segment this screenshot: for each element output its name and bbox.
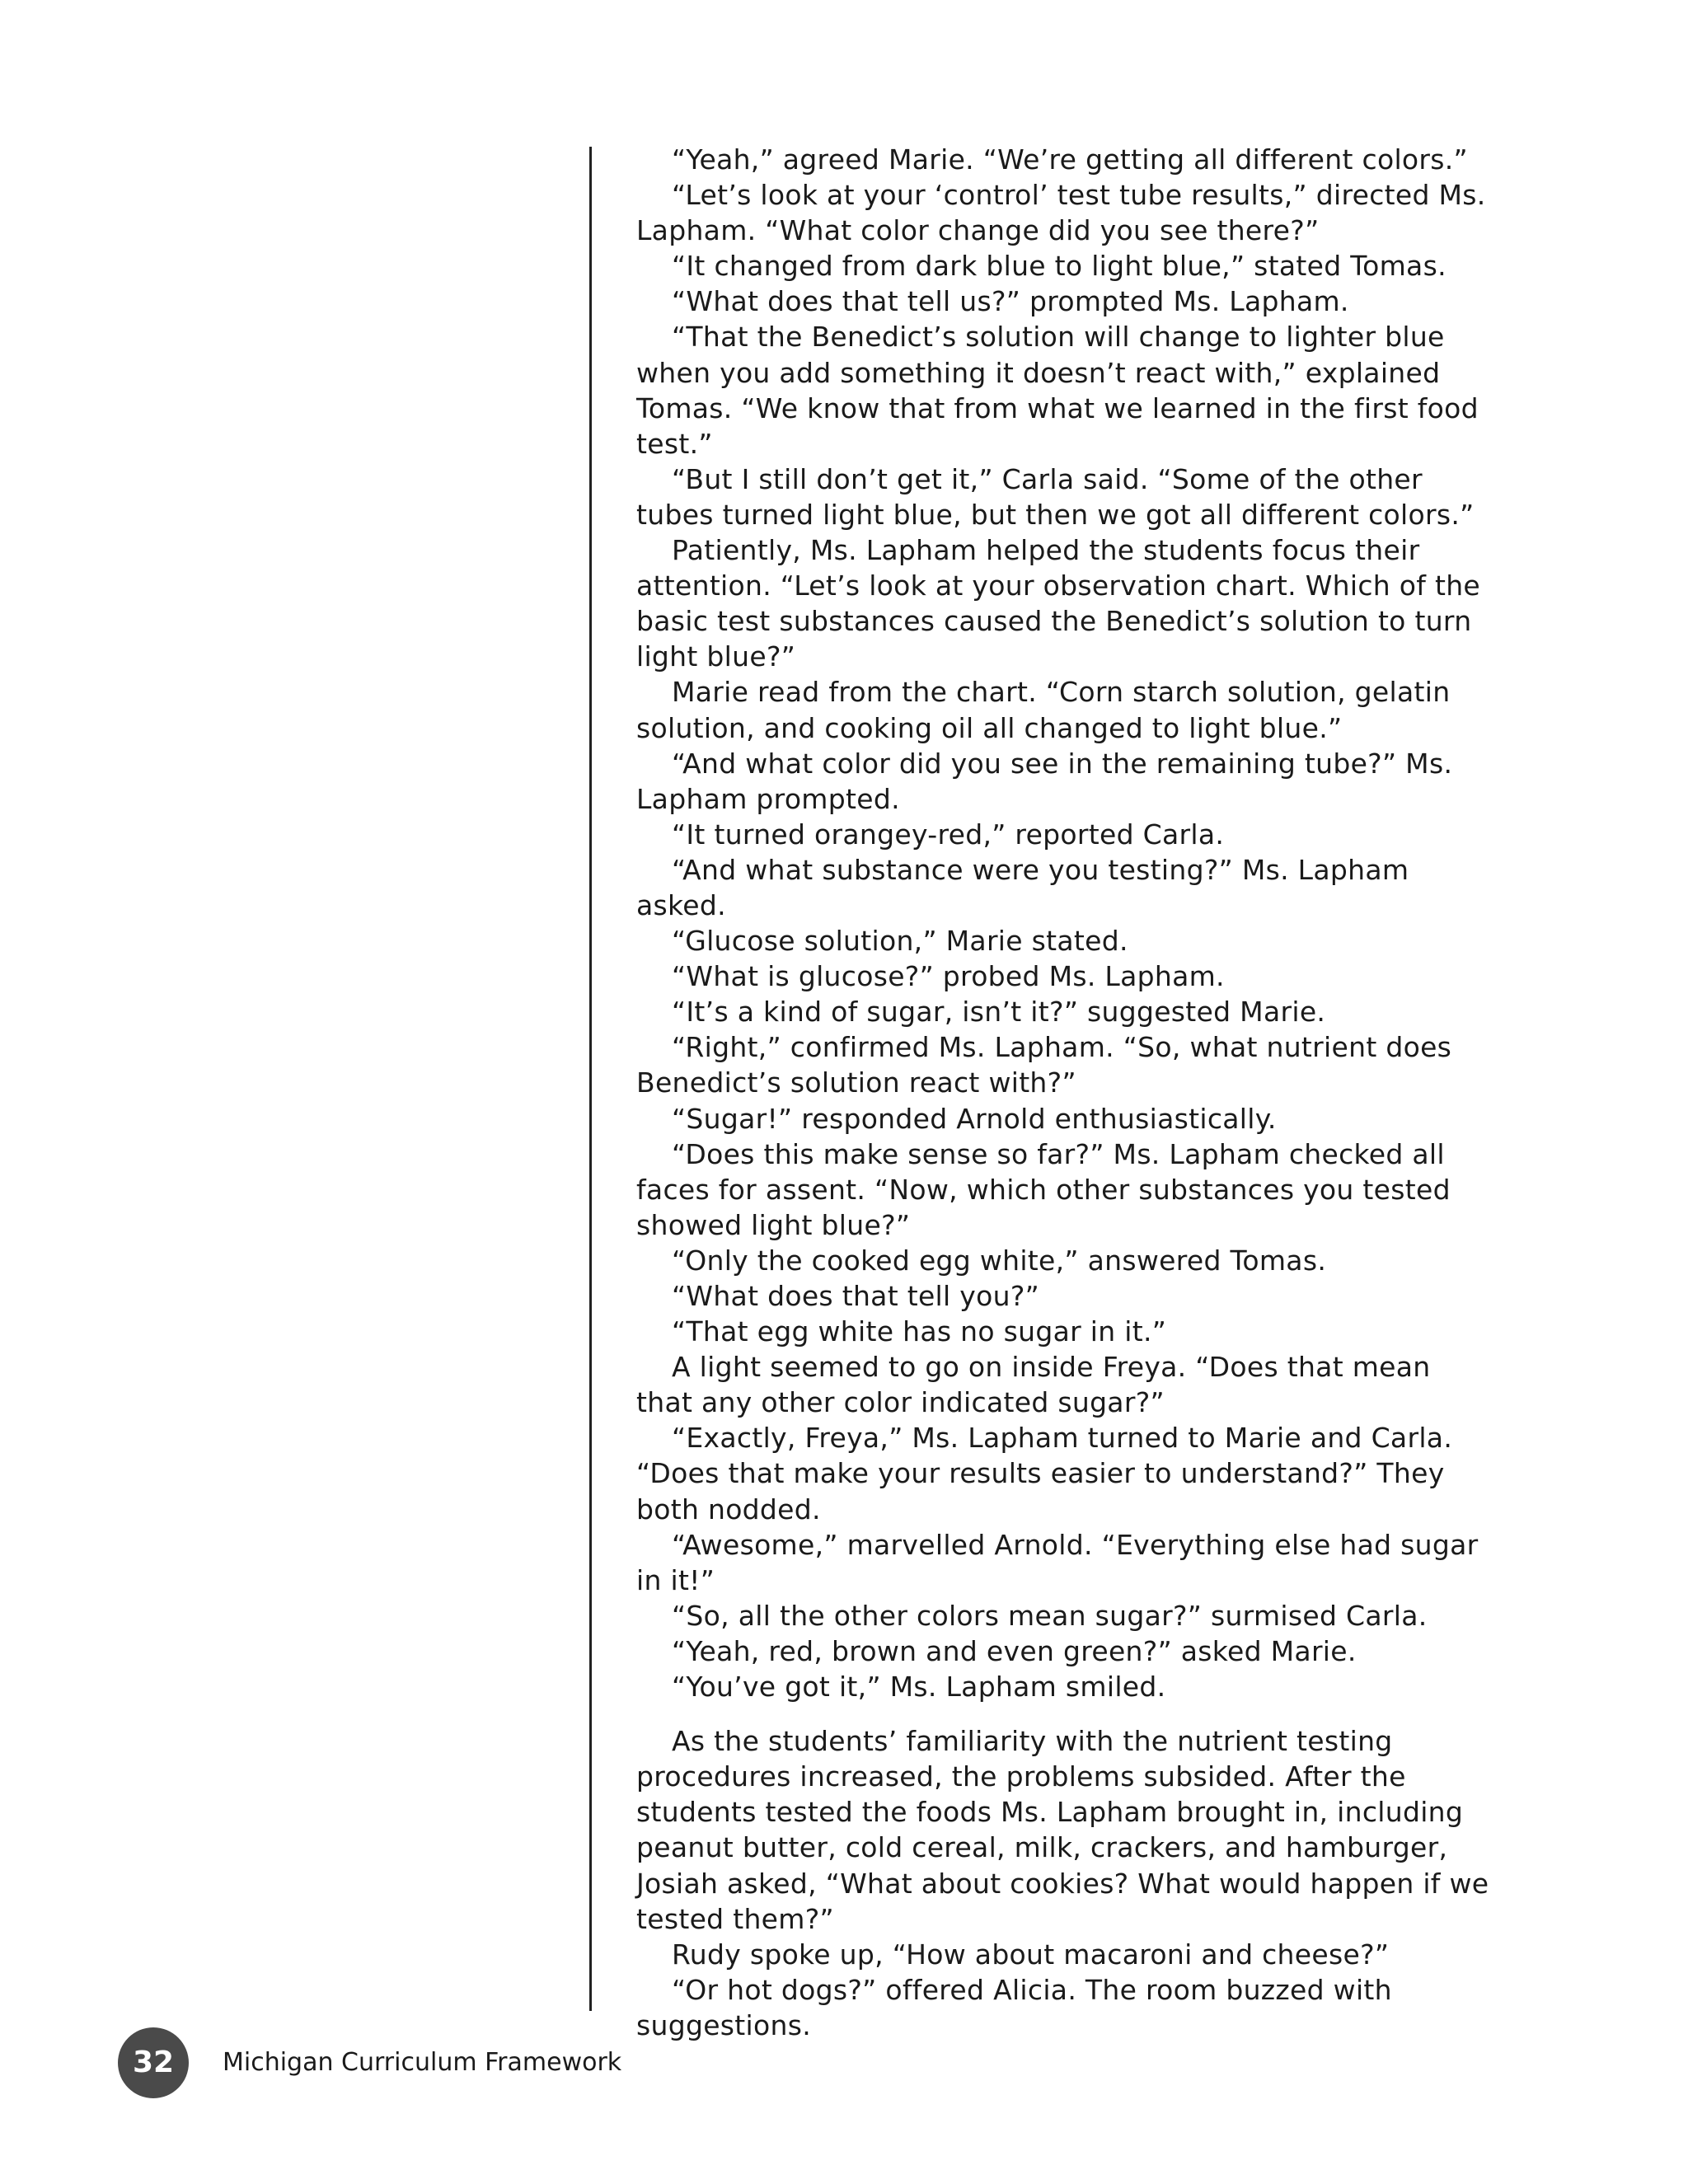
body-text: [636, 142, 1493, 2043]
paragraph: “And what substance were you testing?” Ms. Lapham asked.: [636, 853, 1409, 921]
paragraph: “Only the cooked egg white,” answered Tomas.: [672, 1244, 1327, 1277]
paragraph: “Does this make sense so far?” Ms. Lapham checked all faces for assent. “Now, which other substances you tested showed light blue?”: [636, 1137, 1451, 1241]
paragraph: “Yeah,” agreed Marie. “We’re getting all different colors.”: [672, 143, 1468, 176]
paragraph: “It changed from dark blue to light blue,” stated Tomas.: [672, 250, 1447, 283]
paragraph: A light seemed to go on inside Freya. “Does that mean that any other color indicated sugar?”: [636, 1351, 1431, 1419]
paragraph: “So, all the other colors mean sugar?” surmised Carla.: [672, 1599, 1428, 1632]
paragraph: “Sugar!” responded Arnold enthusiastically.: [672, 1102, 1277, 1135]
paragraph: “Does that make your results easier to understand?” They both nodded.: [636, 1457, 1445, 1526]
paragraph: “Or hot dogs?” offered Alicia. The room buzzed with suggestions.: [636, 1973, 1392, 2041]
paragraph: “Let’s look at your ‘control’ test tube results,” directed Ms. Lapham. “What color change did you see there?”: [636, 179, 1486, 247]
paragraph: “You’ve got it,” Ms. Lapham smiled.: [672, 1671, 1166, 1704]
paragraph: “What does that tell you?”: [672, 1280, 1040, 1312]
paragraph: “But I still don’t get it,” Carla said. “Some of the other tubes turned light blue, but then we got all different colors.”: [636, 462, 1475, 531]
paragraph: “It turned orangey-red,” reported Carla.: [672, 818, 1225, 851]
paragraph: “Awesome,” marvelled Arnold. “Everything else had sugar in it!”: [636, 1528, 1479, 1596]
paragraph: Marie read from the chart. “Corn starch solution, gelatin solution, and cooking oil all changed to light blue.”: [636, 676, 1451, 744]
paragraph: “Yeah, red, brown and even green?” asked Marie.: [672, 1634, 1357, 1667]
paragraph: “That egg white has no sugar in it.”: [672, 1315, 1167, 1348]
paragraph: “That the Benedict’s solution will change to lighter blue when you add something it doesn’t react with,” explained Tomas. “We know that from what we learned in the first food test.”: [636, 321, 1479, 460]
margin-rule: [589, 147, 592, 2011]
paragraph: “What does that tell us?” prompted Ms. Lapham.: [672, 285, 1349, 318]
paragraph: As the students’ familiarity with the nutrient testing procedures increased, the problems subsided. After the students tested the foods Ms. Lapham brought in, including peanut butter, cold cereal, milk, crackers, and hamburger, Josiah asked, “What about cookies? What would happen if we tested them?”: [636, 1725, 1489, 1935]
paragraph: “And what color did you see in the remaining tube?” Ms. Lapham prompted.: [636, 747, 1453, 815]
paragraph: “It’s a kind of sugar, isn’t it?” suggested Marie.: [672, 996, 1326, 1029]
paragraph: “Glucose solution,” Marie stated.: [672, 925, 1128, 958]
paragraph: Rudy spoke up, “How about macaroni and cheese?”: [672, 1938, 1390, 1971]
paragraph: “Exactly, Freya,” Ms. Lapham turned to Marie and Carla.: [672, 1422, 1453, 1455]
page-number-badge: 32: [118, 2027, 189, 2098]
paragraph: “Right,” confirmed Ms. Lapham. “So, what nutrient does Benedict’s solution react with?”: [636, 1031, 1452, 1099]
paragraph: Patiently, Ms. Lapham helped the students focus their attention. “Let’s look at your observation chart. Which of the basic test substances caused the Benedict’s solution to turn light blue?”: [636, 534, 1481, 673]
paragraph: “What is glucose?” probed Ms. Lapham.: [672, 960, 1225, 993]
footer-title: Michigan Curriculum Framework: [223, 2048, 622, 2077]
